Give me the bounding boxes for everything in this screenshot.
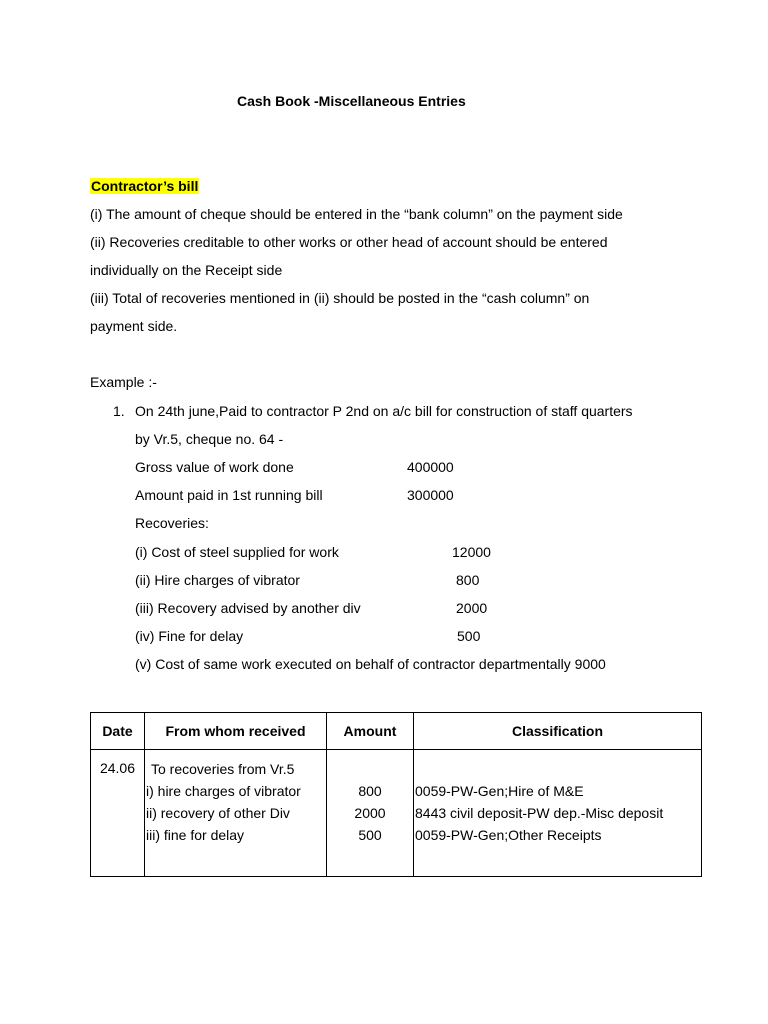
rule-line: (i) The amount of cheque should be entered in the “bank column” on the payment side — [90, 206, 623, 222]
recoveries-label: Recoveries: — [135, 515, 209, 531]
header-from-whom: From whom received — [145, 713, 327, 750]
header-date: Date — [91, 713, 145, 750]
cash-book-table — [90, 712, 702, 877]
table-row — [91, 750, 702, 877]
classification-line: 8443 civil deposit-PW dep.-Misc deposit — [415, 805, 664, 821]
rule-line: payment side. — [90, 318, 178, 334]
header-amount: Amount — [327, 713, 414, 750]
header-classification: Classification — [414, 713, 702, 750]
table-header-row — [91, 713, 702, 750]
gross-value: 400000 — [407, 459, 454, 475]
recovery-item-label: (ii) Hire charges of vibrator — [135, 572, 300, 588]
classification-line: 0059-PW-Gen;Hire of M&E — [415, 783, 584, 799]
amount-line: 800 — [358, 783, 382, 799]
from-line: ii) recovery of other Div — [146, 805, 290, 821]
section-heading: Contractor’s bill — [91, 178, 199, 194]
gross-label: Gross value of work done — [135, 459, 294, 475]
paid-label: Amount paid in 1st running bill — [135, 487, 323, 503]
cell-date: 24.06 — [91, 750, 145, 877]
recovery-item-value: 800 — [456, 572, 480, 588]
from-line: To recoveries from Vr.5 — [151, 761, 295, 777]
recovery-item-label: (iv) Fine for delay — [135, 628, 244, 644]
from-line: iii) fine for delay — [146, 827, 245, 843]
rule-line: (iii) Total of recoveries mentioned in (ii) should be posted in the “cash column” on — [90, 290, 590, 306]
paid-value: 300000 — [407, 487, 454, 503]
from-line: i) hire charges of vibrator — [146, 783, 301, 799]
rule-line: individually on the Receipt side — [90, 262, 283, 278]
recovery-item-label: (iii) Recovery advised by another div — [135, 600, 361, 616]
amount-line: 500 — [358, 827, 382, 843]
classification-line: 0059-PW-Gen;Other Receipts — [415, 827, 602, 843]
recovery-item-label: (i) Cost of steel supplied for work — [135, 544, 339, 560]
amount-line: 2000 — [354, 805, 386, 821]
recovery-item-value: 12000 — [452, 544, 491, 560]
rule-line: (ii) Recoveries creditable to other works or other head of account should be entered — [90, 234, 608, 250]
cell-from-whom — [145, 750, 327, 877]
example-label: Example :- — [90, 374, 157, 390]
recovery-item-label: (v) Cost of same work executed on behalf of contractor departmentally 9000 — [135, 656, 606, 672]
cell-classification — [414, 750, 702, 877]
page-title: Cash Book -Miscellaneous Entries — [237, 93, 466, 109]
list-number: 1. — [113, 403, 125, 419]
cell-amount — [327, 750, 414, 877]
recovery-item-value: 2000 — [456, 600, 488, 616]
recovery-item-value: 500 — [457, 628, 481, 644]
example-text: by Vr.5, cheque no. 64 - — [135, 431, 284, 447]
example-text: On 24th june,Paid to contractor P 2nd on a/c bill for construction of staff quarters — [135, 403, 633, 419]
